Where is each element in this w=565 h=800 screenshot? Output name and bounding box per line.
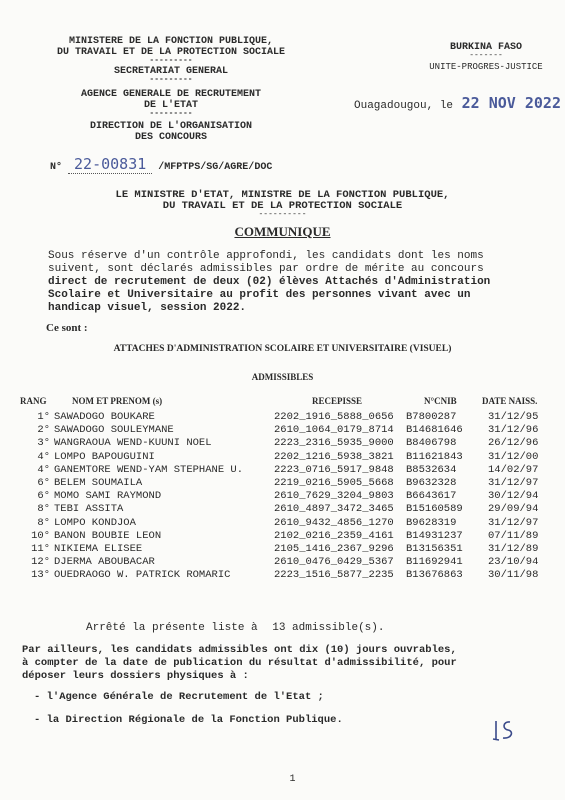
ministry-header — [40, 36, 302, 143]
name-cell: OUEDRAOGO W. PATRICK ROMARIC — [54, 569, 231, 582]
cnib-cell: B15160589 — [406, 503, 463, 516]
recepisse-cell: 2223_1516_5877_2235 — [274, 569, 394, 582]
cnib-cell: B14681646 — [406, 424, 463, 437]
table-row — [20, 464, 560, 477]
intro-line: direct de recrutement de deux (02) élèves Attachés d'Administration — [48, 276, 491, 288]
cnib-cell: B14931237 — [406, 529, 463, 542]
birthdate-cell: 30/11/98 — [488, 569, 539, 582]
table-row — [20, 543, 560, 556]
name-cell: NIKIEMA ELISEE — [54, 542, 143, 555]
birthdate-cell: 31/12/96 — [488, 424, 539, 437]
rank-cell: 11° — [31, 542, 50, 555]
initials-signature — [490, 718, 516, 744]
closing-line — [86, 622, 384, 635]
authority-line-1: LE MINISTRE D'ETAT, MINISTRE DE LA FONCTION PUBLIQUE, — [115, 189, 450, 201]
notice-line: déposer leurs dossiers physiques à : — [22, 670, 249, 682]
authority-block — [80, 190, 485, 218]
rank-cell: 12° — [31, 556, 50, 569]
intro-line: Scolaire et Universitaire au profit des personnes vivant avec un — [48, 289, 471, 301]
ministry-line-1: MINISTERE DE LA FONCTION PUBLIQUE, — [68, 36, 274, 47]
recepisse-cell: 2610_0476_0429_5367 — [274, 556, 394, 569]
table-row — [20, 411, 560, 424]
table-row — [20, 517, 560, 530]
date-line — [354, 94, 561, 112]
document-title: COMMUNIQUE — [234, 224, 331, 239]
recepisse-cell: 2610_9432_4856_1270 — [274, 516, 394, 529]
country-motto: UNITE-PROGRES-JUSTICE — [429, 62, 543, 72]
country-name: BURKINA FASO — [449, 42, 522, 53]
recepisse-cell: 2202_1916_5888_0656 — [274, 411, 394, 423]
rank-cell: 8° — [37, 503, 50, 516]
ce-sont-label: Ce sont : — [46, 322, 88, 334]
cnib-cell: B11621843 — [406, 450, 463, 463]
reference-number: 22-00831 — [68, 155, 152, 174]
direction-line-1: DIRECTION DE L'ORGANISATION — [89, 121, 253, 132]
country-header — [420, 42, 552, 73]
cnib-cell: B6643617 — [406, 490, 457, 503]
cnib-cell: B9632328 — [406, 476, 457, 489]
name-cell: BELEM SOUMAILA — [54, 476, 143, 489]
cnib-cell: B13676863 — [406, 569, 463, 582]
date-prefix: Ouagadougou, le — [354, 100, 454, 112]
cnib-cell: B8406798 — [406, 437, 457, 450]
intro-line: handicap visuel, session 2022. — [48, 302, 247, 314]
date-stamp: 22 NOV 2022 — [461, 94, 561, 112]
name-cell: MOMO SAMI RAYMOND — [54, 490, 162, 503]
agency-line-1: AGENCE GENERALE DE RECRUTEMENT — [80, 89, 262, 100]
column-name: NOM ET PRENOM (s) — [72, 396, 163, 406]
intro-line: Sous réserve d'un contrôle approfondi, les candidats dont les noms — [48, 250, 484, 262]
recepisse-cell: 2202_1216_5938_3821 — [274, 450, 394, 463]
notice-line: Par ailleurs, les candidats admissibles ont dix (10) jours ouvrables, — [22, 644, 457, 656]
recepisse-cell: 2105_1416_2367_9296 — [274, 542, 394, 555]
name-cell: DJERMA ABOUBACAR — [54, 556, 155, 569]
section-title: ATTACHES D'ADMINISTRATION SCOLAIRE ET UNIVERSITAIRE (VISUEL) — [113, 344, 452, 354]
admissibles-table — [20, 411, 560, 582]
recepisse-cell: 2610_1064_0179_8714 — [274, 424, 394, 437]
notice-line: à compter de la date de publication du résultat d'admissibilité, pour — [22, 657, 457, 669]
table-header — [20, 396, 560, 410]
column-recepisse: RECEPISSE — [312, 396, 363, 406]
table-row — [20, 490, 560, 503]
birthdate-cell: 14/02/97 — [488, 463, 539, 476]
name-cell: LOMPO BAPOUGUINI — [54, 450, 155, 463]
cnib-cell: B13156351 — [406, 542, 463, 555]
recepisse-cell: 2610_4897_3472_3465 — [274, 503, 394, 516]
reference-suffix: /MFPTPS/SG/AGRE/DOC — [158, 162, 273, 173]
direction-line-2: DES CONCOURS — [134, 132, 207, 143]
rank-cell: 13° — [31, 569, 50, 582]
intro-line: suivent, sont déclarés admissibles par ordre de mérite au concours — [48, 263, 484, 275]
birthdate-cell: 26/12/96 — [488, 437, 539, 450]
column-date: DATE NAISS. — [482, 396, 538, 406]
admissible-count: 13 admissible(s). — [272, 622, 385, 634]
rank-cell: 6° — [37, 476, 50, 489]
table-row — [20, 503, 560, 516]
name-cell: TEBI ASSITA — [54, 503, 124, 516]
name-cell: SAWADOGO BOUKARE — [54, 411, 155, 423]
reference-prefix: N° — [50, 162, 63, 173]
page-number: 1 — [289, 774, 296, 785]
ministry-line-2: DU TRAVAIL ET DE LA PROTECTION SOCIALE — [56, 47, 286, 58]
closing-prefix: Arrêté la présente liste à — [86, 622, 258, 634]
recepisse-cell: 2219_0216_5905_5668 — [274, 476, 394, 489]
notice-item: - l'Agence Générale de Recrutement de l'Etat ; — [34, 691, 324, 703]
cnib-cell: B11692941 — [406, 556, 463, 569]
recepisse-cell: 2610_7629_3204_9803 — [274, 490, 394, 503]
birthdate-cell: 07/11/89 — [488, 529, 539, 542]
agency-line-2: DE L'ETAT — [143, 100, 198, 111]
name-cell: SAWADOGO SOULEYMANE — [54, 424, 174, 437]
notice-item: - la Direction Régionale de la Fonction Publique. — [34, 714, 343, 726]
name-cell: LOMPO KONDJOA — [54, 516, 136, 529]
secretariat-label: SECRETARIAT GENERAL — [113, 66, 229, 77]
rank-cell: 4° — [37, 463, 50, 476]
separator: ---------- — [258, 210, 307, 219]
separator: --------- — [149, 75, 193, 84]
rank-cell: 10° — [31, 529, 50, 542]
reference-line — [50, 155, 272, 173]
separator: --------- — [149, 109, 193, 118]
subsection-title: ADMISSIBLES — [251, 372, 314, 382]
table-row — [20, 569, 560, 582]
table-row — [20, 556, 560, 569]
authority-line-2: DU TRAVAIL ET DE LA PROTECTION SOCIALE — [162, 200, 403, 212]
birthdate-cell: 31/12/97 — [488, 476, 539, 489]
birthdate-cell: 31/12/89 — [488, 542, 539, 555]
column-rang: RANG — [20, 396, 47, 406]
table-row — [20, 424, 560, 437]
notice-paragraph — [22, 644, 457, 727]
rank-cell: 8° — [37, 516, 50, 529]
cnib-cell: B7800287 — [406, 411, 457, 423]
rank-cell: 2° — [37, 424, 50, 437]
table-row — [20, 477, 560, 490]
birthdate-cell: 29/09/94 — [488, 503, 539, 516]
name-cell: BANON BOUBIE LEON — [54, 529, 162, 542]
rank-cell: 3° — [37, 437, 50, 450]
table-row — [20, 437, 560, 450]
cnib-cell: B9628319 — [406, 516, 457, 529]
birthdate-cell: 30/12/94 — [488, 490, 539, 503]
separator: --------- — [149, 56, 193, 65]
birthdate-cell: 31/12/00 — [488, 450, 539, 463]
table-row — [20, 530, 560, 543]
birthdate-cell: 31/12/95 — [488, 411, 539, 423]
rank-cell: 6° — [37, 490, 50, 503]
intro-paragraph — [48, 250, 490, 315]
birthdate-cell: 23/10/94 — [488, 556, 539, 569]
name-cell: GANEMTORE WEND-YAM STEPHANE U. — [54, 463, 244, 476]
separator: ------- — [469, 51, 503, 60]
name-cell: WANGRAOUA WEND-KUUNI NOEL — [54, 437, 212, 450]
table-row — [20, 451, 560, 464]
rank-cell: 4° — [37, 450, 50, 463]
birthdate-cell: 31/12/97 — [488, 516, 539, 529]
recepisse-cell: 2102_0216_2359_4161 — [274, 529, 394, 542]
rank-cell: 1° — [37, 411, 50, 423]
recepisse-cell: 2223_0716_5917_9848 — [274, 463, 394, 476]
recepisse-cell: 2223_2316_5935_9000 — [274, 437, 394, 450]
cnib-cell: B8532634 — [406, 463, 457, 476]
column-cnib: N°CNIB — [424, 396, 457, 406]
